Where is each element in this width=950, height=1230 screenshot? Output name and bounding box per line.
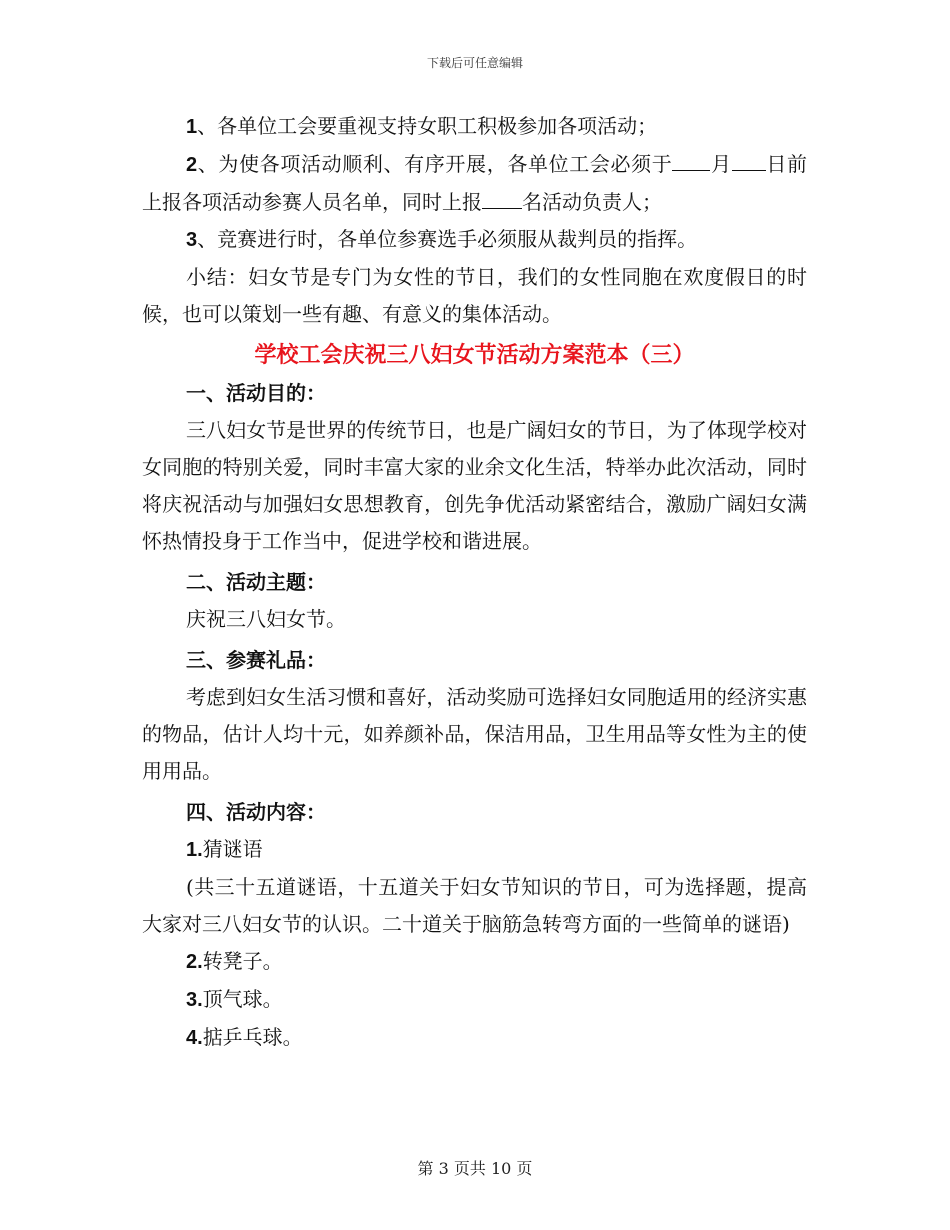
list-item-1 bbox=[142, 108, 807, 146]
content-item-2 bbox=[142, 943, 807, 981]
page-footer-number: 第 3 页共 10 页 bbox=[417, 1159, 533, 1178]
summary-paragraph: 小结：妇女节是专门为女性的节日，我们的女性同胞在欢度假日的时候，也可以策划一些有趣、有意义的集体活动。 bbox=[142, 265, 807, 326]
document-title: 学校工会庆祝三八妇女节活动方案范本（三） bbox=[254, 342, 695, 368]
purpose-paragraph: 三八妇女节是世界的传统节日，也是广阔妇女的节日，为了体现学校对女同胞的特别关爱，同时丰富大家的业余文化生活，特举办此次活动，同时将庆祝活动与加强妇女思想教育，创先争优活动紧密结合，激励广阔妇女满怀热情投身于工作当中，促进学校和谐进展。 bbox=[142, 418, 807, 553]
item-number: 2 bbox=[186, 154, 198, 176]
item-number: 3. bbox=[186, 989, 203, 1011]
item-number: 1 bbox=[186, 116, 198, 138]
item-number: 1. bbox=[186, 839, 203, 861]
item-text: 顶气球。 bbox=[202, 987, 283, 1011]
item-text: 猜谜语 bbox=[202, 837, 263, 861]
item-text: 转凳子。 bbox=[202, 949, 283, 973]
prizes-paragraph: 考虑到妇女生活习惯和喜好，活动奖励可选择妇女同胞适用的经济实惠的物品，估计人均十元，如养颜补品，保洁用品，卫生用品等女性为主的使用用品。 bbox=[142, 685, 807, 783]
item-text: 、各单位工会要重视支持女职工积极参加各项活动； bbox=[197, 114, 658, 138]
section-heading-theme: 二、活动主题： bbox=[186, 570, 326, 594]
section-heading-purpose: 一、活动目的： bbox=[186, 381, 326, 405]
blank-line-month bbox=[672, 150, 710, 171]
section-heading-prizes: 三、参赛礼品： bbox=[186, 648, 326, 672]
item-number: 3 bbox=[186, 229, 198, 251]
item-number: 4. bbox=[186, 1027, 203, 1049]
list-item-3 bbox=[142, 221, 807, 259]
content-item-1-description: (共三十五道谜语，十五道关于妇女节知识的节日，可为选择题，提高大家对三八妇女节的认识。二十道关于脑筋急转弯方面的一些简单的谜语) bbox=[142, 875, 807, 936]
blank-line-count bbox=[482, 188, 522, 209]
section-heading-content: 四、活动内容： bbox=[186, 800, 326, 824]
content-item-4 bbox=[142, 1019, 807, 1057]
item-text: 、竞赛进行时，各单位参赛选手必须服从裁判员的指挥。 bbox=[197, 227, 698, 251]
content-item-3 bbox=[142, 981, 807, 1019]
item-text: 月 bbox=[710, 152, 732, 176]
document-body bbox=[142, 108, 807, 1057]
item-number: 2. bbox=[186, 951, 203, 973]
item-text: 日前上报各项活动参赛人员名单，同时上报 bbox=[142, 152, 808, 214]
item-text: 、为使各项活动顺利、有序开展，各单位工会必须于 bbox=[197, 152, 673, 176]
item-text: 掂乒乓球。 bbox=[202, 1025, 303, 1049]
blank-line-day bbox=[732, 150, 766, 171]
theme-paragraph: 庆祝三八妇女节。 bbox=[186, 607, 346, 631]
page-header-note: 下载后可任意编辑 bbox=[426, 56, 523, 70]
item-text: 名活动负责人； bbox=[522, 190, 662, 214]
content-item-1 bbox=[142, 831, 807, 869]
list-item-2 bbox=[142, 146, 807, 221]
